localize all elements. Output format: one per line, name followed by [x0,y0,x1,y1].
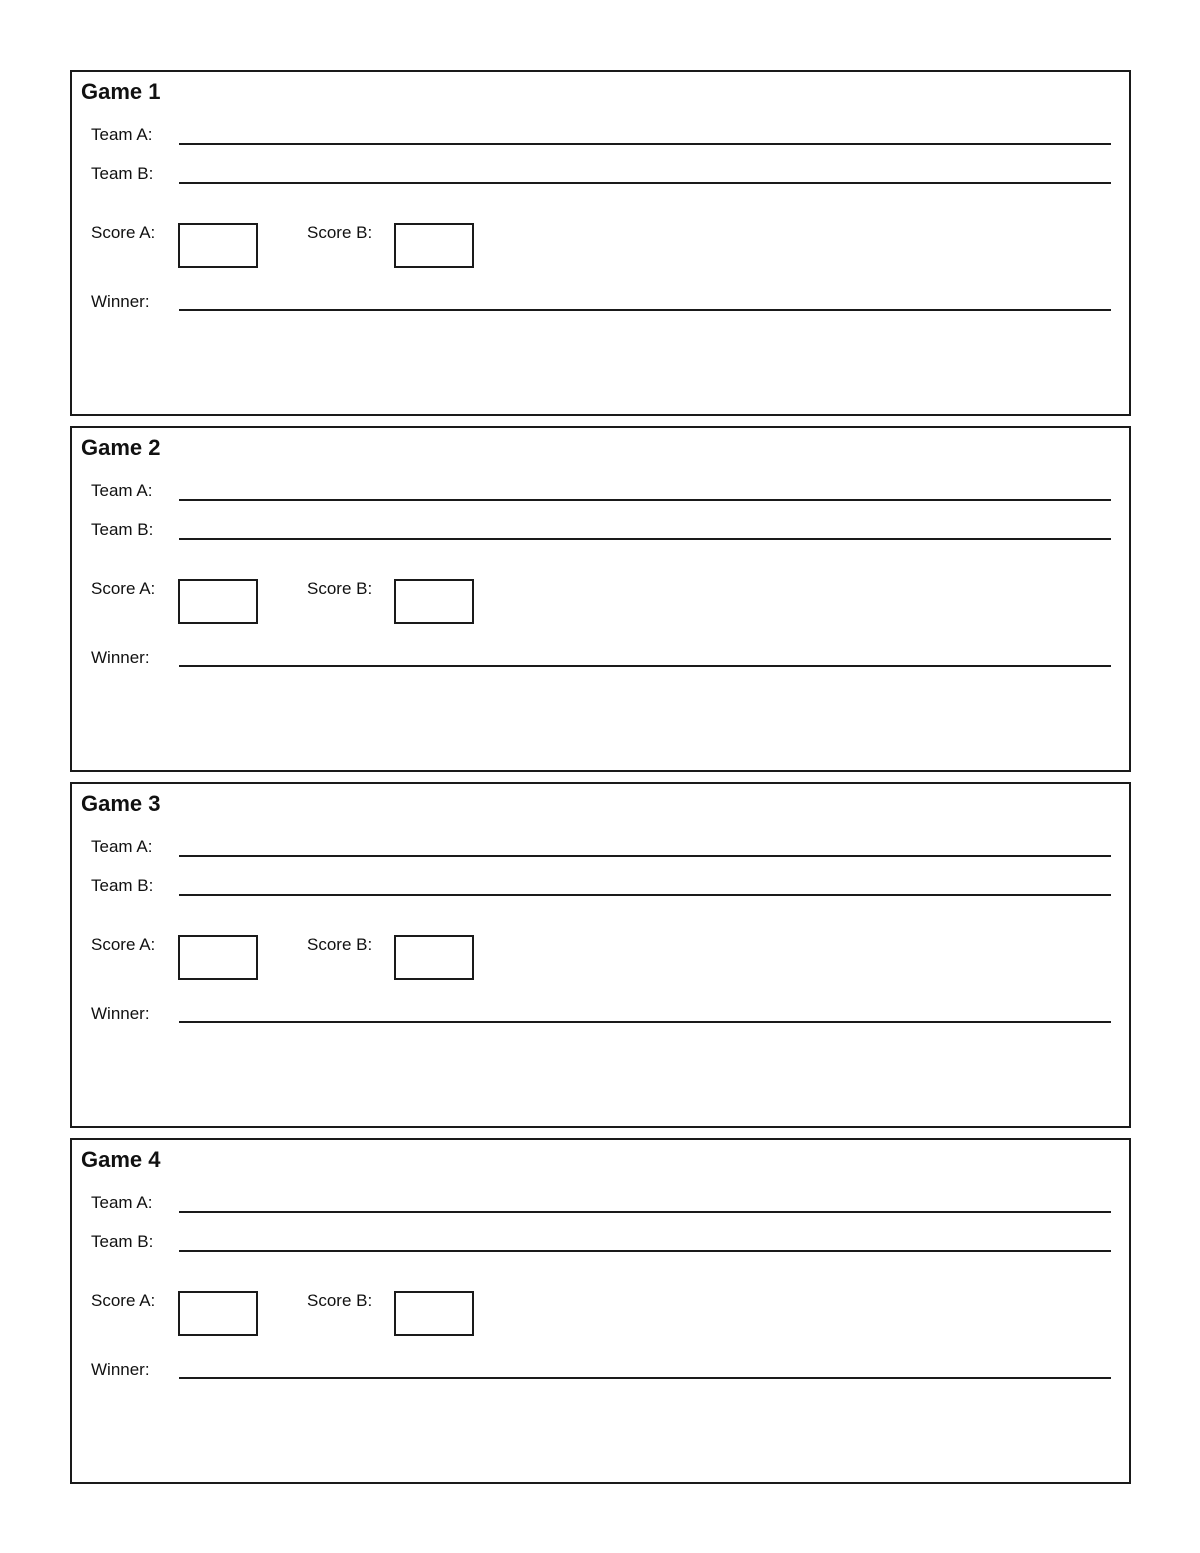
score-b-label: Score B: [307,579,373,598]
team-b-field[interactable] [179,182,1111,184]
score-a-label: Score A: [91,1291,156,1310]
team-a-label: Team A: [91,1193,153,1212]
team-a-field[interactable] [179,499,1111,501]
team-a-label: Team A: [91,837,153,856]
score-a-label: Score A: [91,223,156,242]
score-b-box[interactable] [394,579,474,624]
team-b-label: Team B: [91,876,154,895]
team-b-field[interactable] [179,1250,1111,1252]
score-b-label: Score B: [307,1291,373,1310]
score-a-box[interactable] [178,1291,258,1336]
score-a-box[interactable] [178,935,258,980]
team-b-label: Team B: [91,1232,154,1251]
score-b-box[interactable] [394,935,474,980]
score-a-box[interactable] [178,223,258,268]
team-a-label: Team A: [91,481,153,500]
game-title: Game 2 [81,435,161,460]
team-a-field[interactable] [179,855,1111,857]
score-a-label: Score A: [91,579,156,598]
score-b-box[interactable] [394,223,474,268]
team-b-label: Team B: [91,164,154,183]
game-card-4 [70,1138,1131,1484]
team-b-field[interactable] [179,538,1111,540]
score-b-label: Score B: [307,935,373,954]
winner-label: Winner: [91,648,150,667]
score-b-label: Score B: [307,223,373,242]
team-a-field[interactable] [179,143,1111,145]
game-sheet [70,70,1131,1494]
winner-field[interactable] [179,309,1111,311]
game-card-2 [70,426,1131,772]
team-b-field[interactable] [179,894,1111,896]
score-a-box[interactable] [178,579,258,624]
winner-field[interactable] [179,665,1111,667]
winner-label: Winner: [91,1004,150,1023]
game-card-1 [70,70,1131,416]
team-a-label: Team A: [91,125,153,144]
winner-label: Winner: [91,1360,150,1379]
game-card-3 [70,782,1131,1128]
winner-field[interactable] [179,1021,1111,1023]
winner-label: Winner: [91,292,150,311]
score-a-label: Score A: [91,935,156,954]
winner-field[interactable] [179,1377,1111,1379]
game-title: Game 1 [81,79,161,104]
score-b-box[interactable] [394,1291,474,1336]
game-title: Game 4 [81,1147,161,1172]
team-a-field[interactable] [179,1211,1111,1213]
team-b-label: Team B: [91,520,154,539]
game-title: Game 3 [81,791,161,816]
